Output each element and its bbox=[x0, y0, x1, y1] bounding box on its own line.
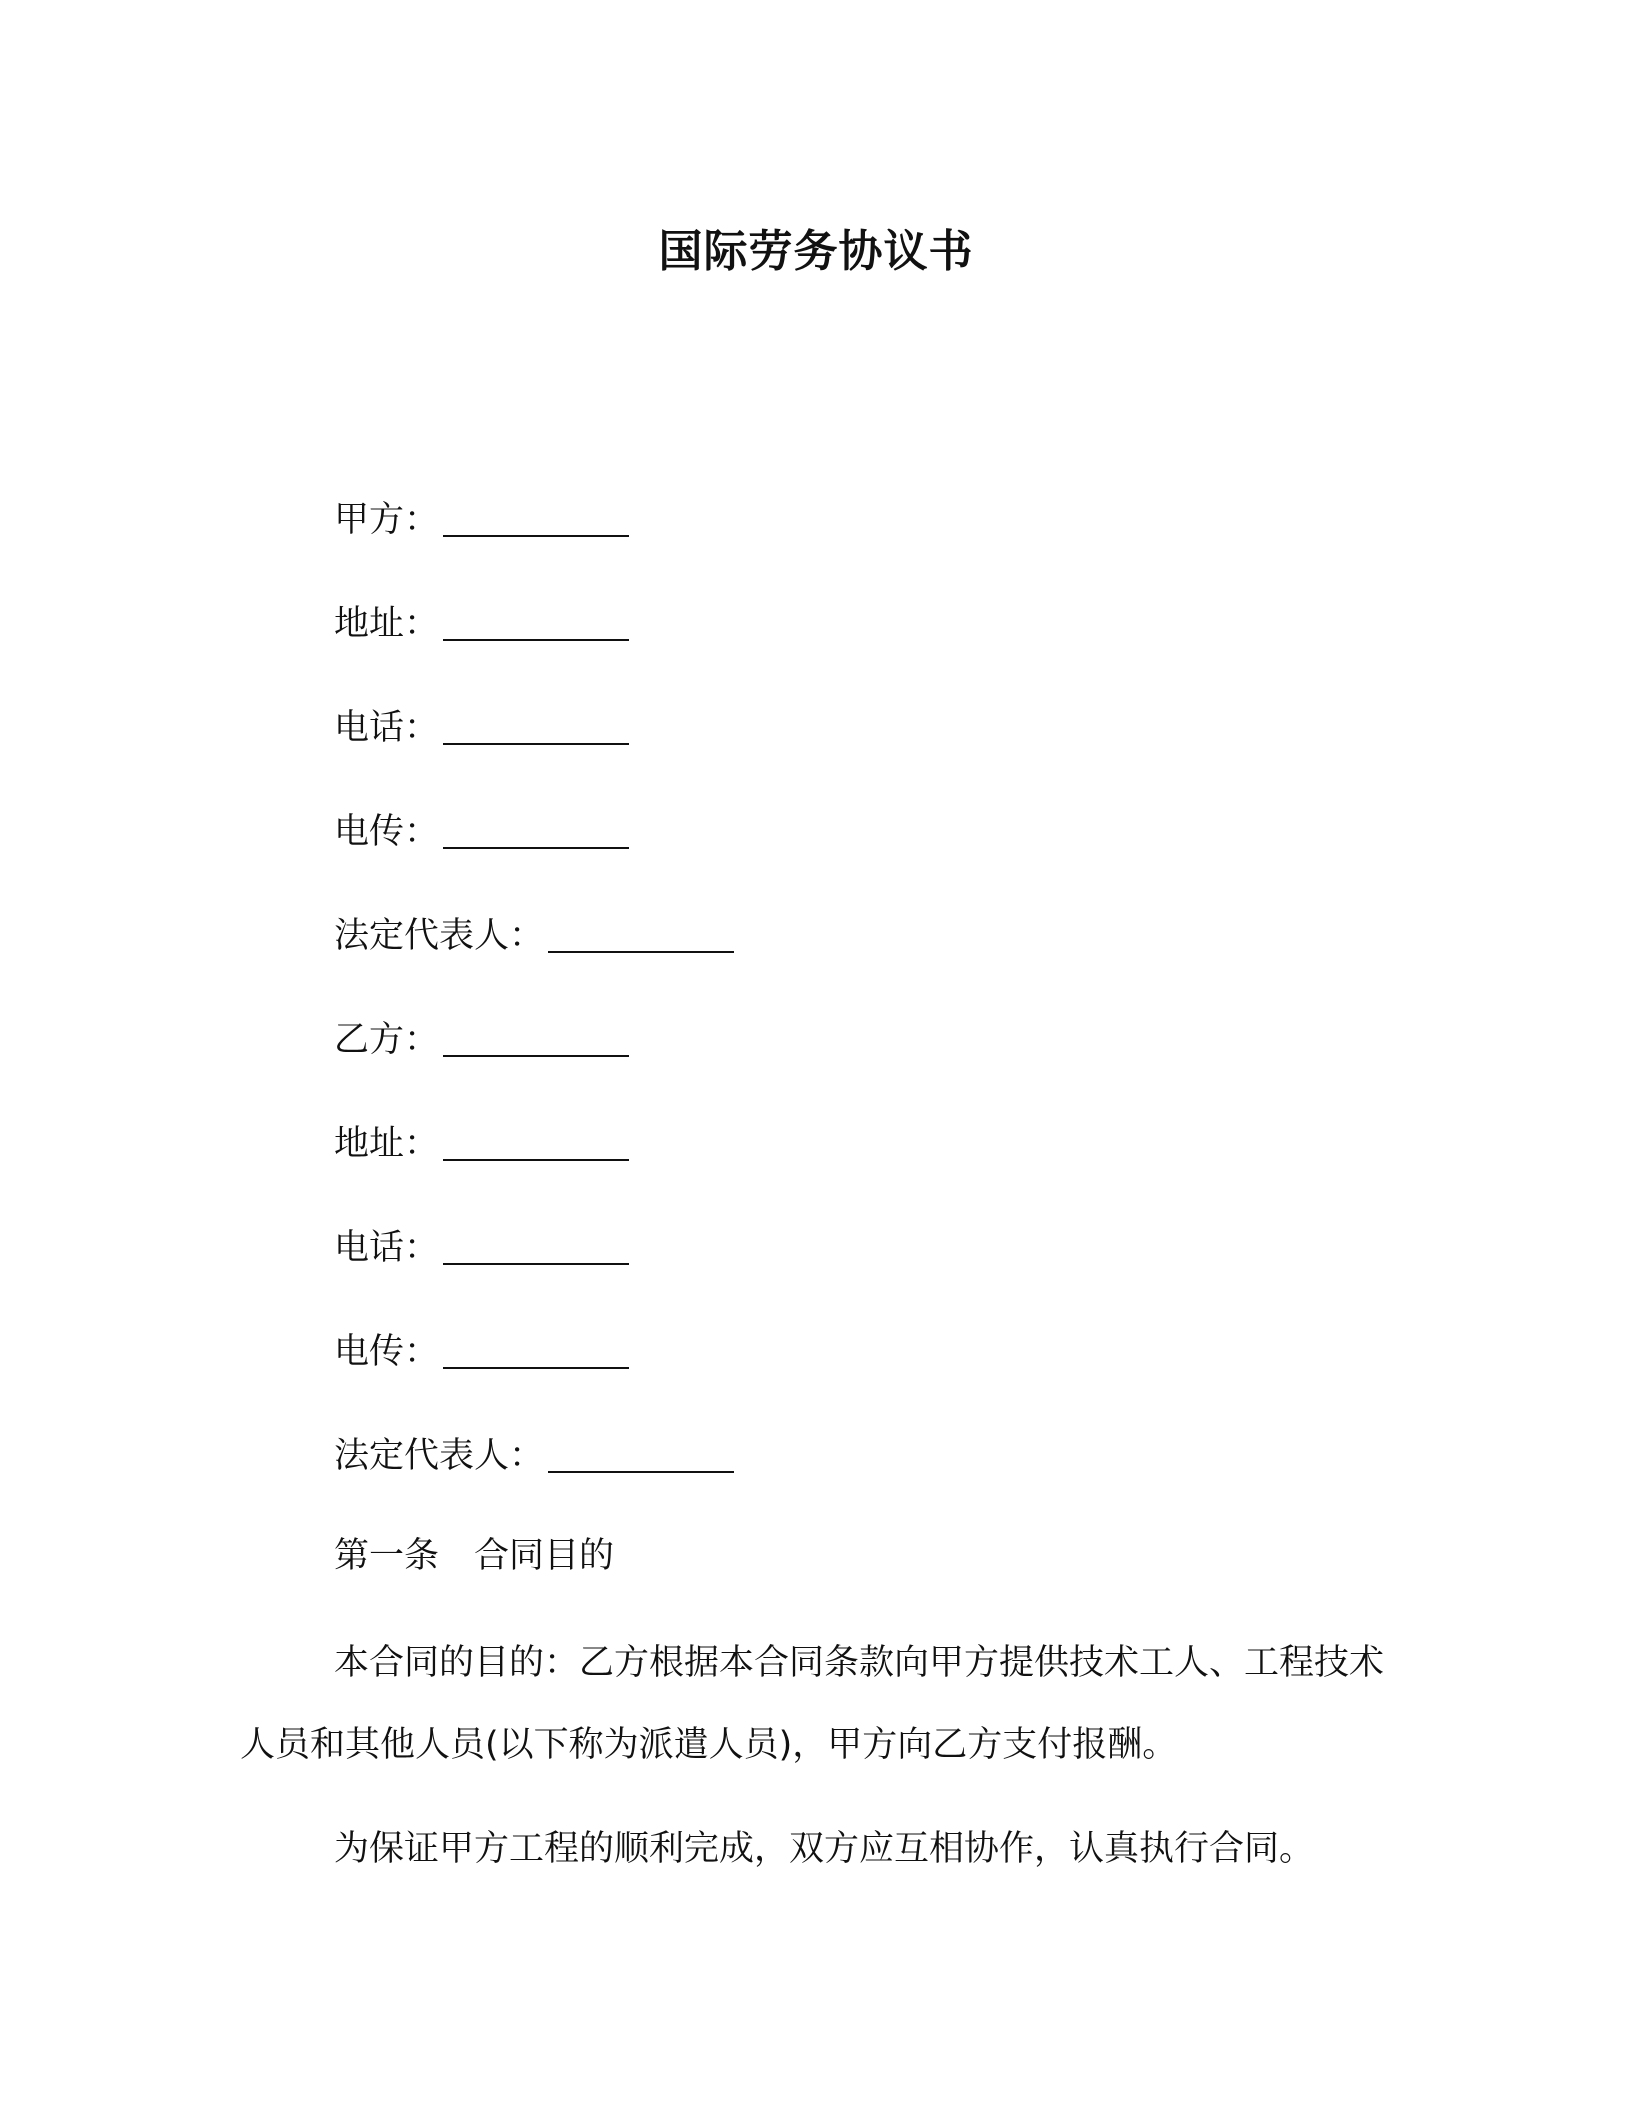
party-a-fax-field bbox=[334, 806, 1434, 910]
party-a-fax-label: 电传： bbox=[334, 812, 440, 852]
party-b-fax-field bbox=[334, 1326, 1434, 1430]
party-b-phone-field bbox=[334, 1222, 1434, 1326]
party-b-fax-blank bbox=[443, 1327, 629, 1369]
party-b-phone-blank bbox=[443, 1223, 629, 1265]
party-b-field bbox=[334, 1014, 1434, 1118]
party-b-address-label: 地址： bbox=[334, 1124, 440, 1164]
party-b-address-blank bbox=[443, 1119, 629, 1161]
party-a-rep-label: 法定代表人： bbox=[334, 916, 545, 956]
party-b-fax-label: 电传： bbox=[334, 1332, 440, 1372]
party-a-rep-field bbox=[334, 910, 1434, 1014]
document-title: 国际劳务协议书 bbox=[658, 226, 974, 277]
article-1-heading: 第一条 合同目的 bbox=[334, 1536, 615, 1576]
party-a-label: 甲方： bbox=[334, 500, 440, 540]
party-b-phone-label: 电话： bbox=[334, 1228, 440, 1268]
party-a-address-blank bbox=[443, 599, 629, 641]
party-a-address-field bbox=[334, 598, 1434, 702]
party-fields bbox=[334, 494, 1434, 1534]
party-a-phone-field bbox=[334, 702, 1434, 806]
party-a-field bbox=[334, 494, 1434, 598]
party-a-fax-blank bbox=[443, 807, 629, 849]
party-b-rep-field bbox=[334, 1430, 1434, 1534]
party-a-address-label: 地址： bbox=[334, 604, 440, 644]
article-1-paragraph-1: 本合同的目的：乙方根据本合同条款向甲方提供技术工人、工程技术人员和其他人员(以下称为派遣人员)，甲方向乙方支付报酬。 bbox=[240, 1643, 1385, 1765]
party-a-blank bbox=[443, 495, 629, 537]
party-a-phone-label: 电话： bbox=[334, 708, 440, 748]
party-a-phone-blank bbox=[443, 703, 629, 745]
article-1-paragraph-2: 为保证甲方工程的顺利完成，双方应互相协作，认真执行合同。 bbox=[334, 1829, 1315, 1869]
party-b-blank bbox=[443, 1015, 629, 1057]
party-b-address-field bbox=[334, 1118, 1434, 1222]
party-a-rep-blank bbox=[548, 911, 734, 953]
party-b-rep-label: 法定代表人： bbox=[334, 1436, 545, 1476]
party-b-rep-blank bbox=[548, 1431, 734, 1473]
party-b-label: 乙方： bbox=[334, 1020, 440, 1060]
